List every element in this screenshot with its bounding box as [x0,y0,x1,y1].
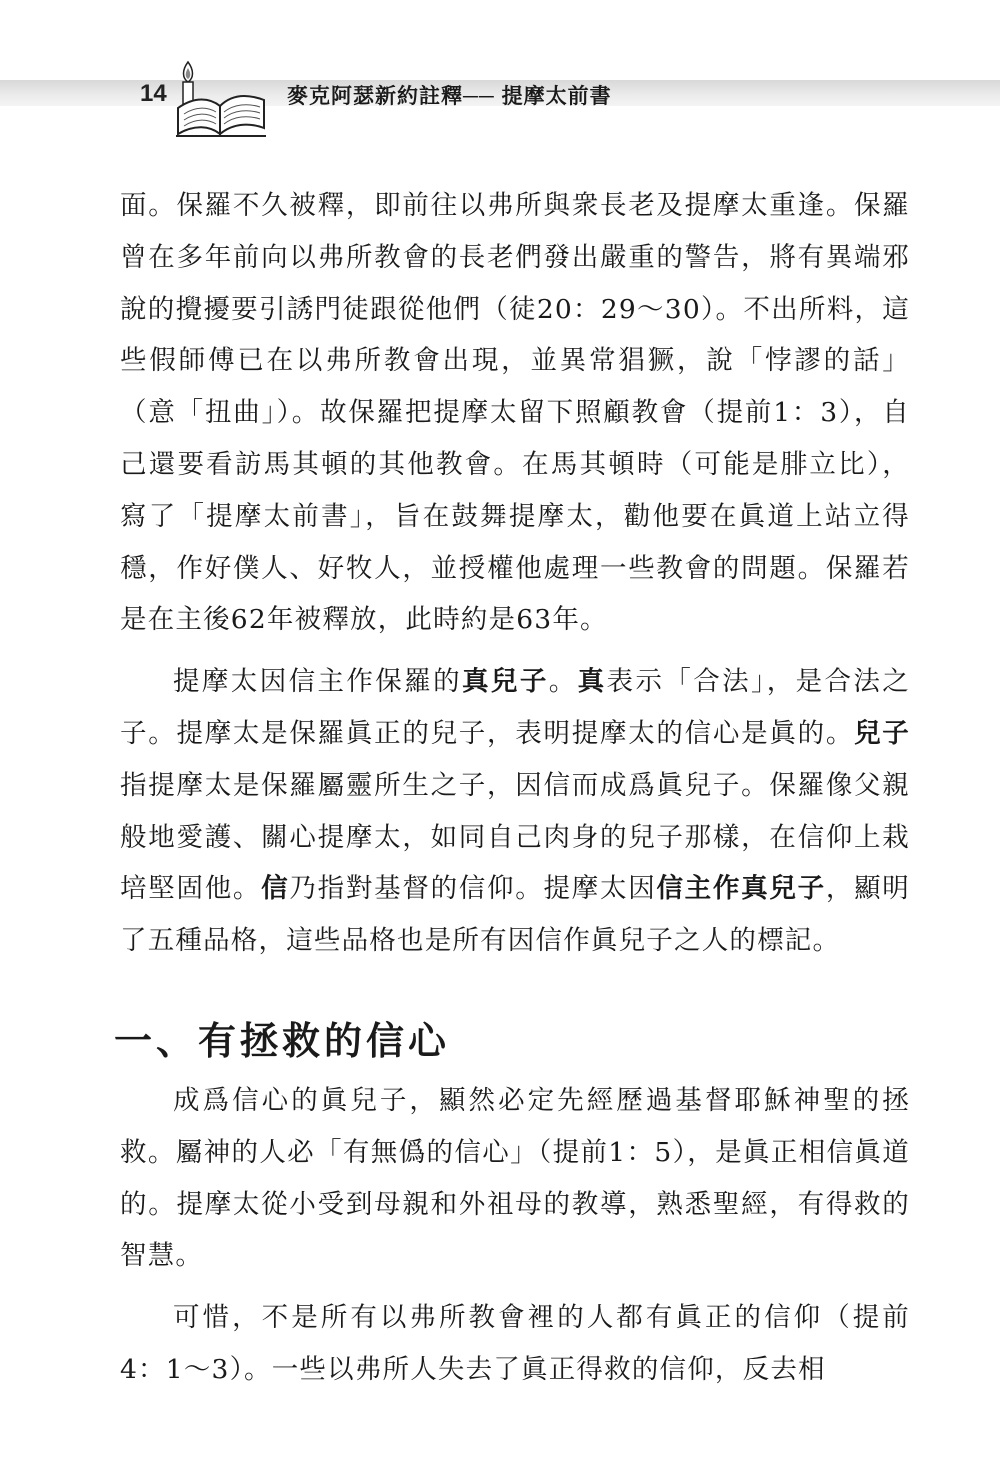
bold-term: 信 [261,873,290,905]
paragraph-1: 面。保羅不久被釋，即前往以弗所與衆長老及提摩太重逢。保羅曾在多年前向以弗所教會的長老們發出嚴重的警告，將有異端邪說的攪擾要引誘門徒跟從他們（徒20：29～30）。不出所料，這些假師傅已在以弗所教會出現，並異常猖獗，說「悖謬的話」（意「扭曲」）。故保羅把提摩太留下照顧教會（提前1：3），自己還要看訪馬其頓的其他教會。在馬其頓時（可能是腓立比），寫了「提摩太前書」，旨在鼓舞提摩太，勸他要在眞道上站立得穩，作好僕人、好牧人，並授權他處理一些教會的問題。保羅若是在主後62年被釋放，此時約是63年。 [120,190,910,636]
open-book-with-candle-icon [170,58,270,138]
bold-term: 信主作真兒子 [656,873,826,905]
paragraph-3: 成爲信心的眞兒子，顯然必定先經歷過基督耶穌神聖的拯救。屬神的人必「有無僞的信心」（提前1：5），是眞正相信眞道的。提摩太從小受到母親和外祖母的教導，熟悉聖經，有得救的智慧。 [120,1084,910,1272]
running-title: 麥克阿瑟新約註釋── 提摩太前書 [287,85,612,108]
bold-term: 真 [577,666,607,698]
page-header [0,0,1000,160]
text-span: 指提摩太是保羅屬靈所生之子，因信而成爲眞兒子。保羅像父親般地愛護、關心提摩太，如同自己肉身的兒子那樣，在信仰上栽培堅固他。 [120,769,910,905]
text-span: 乃指對基督的信仰。提摩太因 [289,873,657,905]
page-number: 14 [140,80,167,107]
paragraph-4: 可惜，不是所有以弗所教會裡的人都有眞正的信仰（提前4：1～3）。一些以弗所人失去了眞正得救的信仰，反去相 [120,1302,910,1385]
bold-term: 真兒子 [462,666,549,698]
text-span: ，顯明了五種品格，這些品格也是所有因信作眞兒子之人的標記。 [120,873,911,957]
paragraph-2 [120,656,910,967]
section-heading: 一、有拯救的信心 [114,1018,451,1063]
text-span: 提摩太因信主作保羅的 [173,666,463,698]
bold-term: 兒子 [854,717,910,749]
page-body [114,180,911,1406]
text-span: 。 [548,666,578,698]
text-span: 表示「合法」，是合法之子。提摩太是保羅眞正的兒子，表明提摩太的信心是眞的。 [120,666,911,749]
